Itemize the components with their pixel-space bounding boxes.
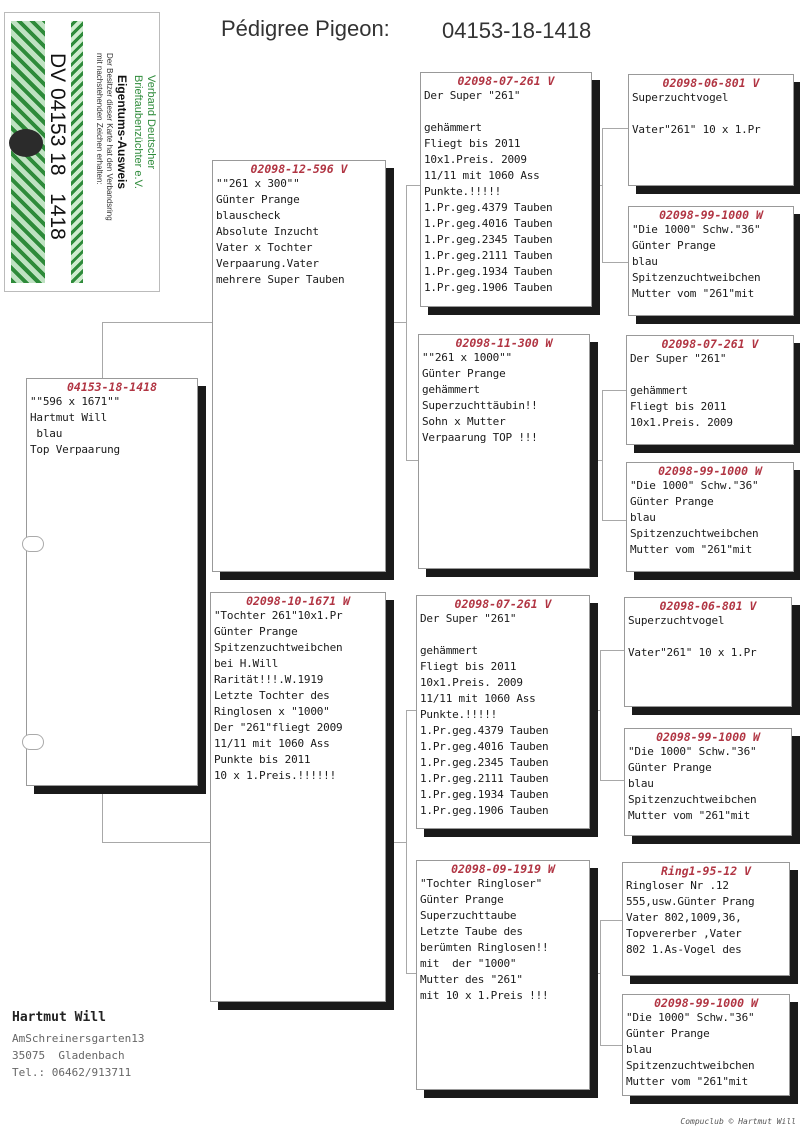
card-note-2: mit nachstehenden Zeichen erhalten: — [95, 53, 104, 185]
footer-credit: Compuclub © Hartmut Will — [680, 1117, 796, 1126]
ring-number: 02098-07-261 V — [457, 74, 555, 88]
breeder-phone: Tel.: 06462/913711 — [12, 1066, 132, 1079]
connector — [602, 390, 626, 391]
connector — [600, 1045, 622, 1046]
ring-number: 02098-06-801 V — [659, 599, 757, 613]
breeder-block — [12, 1010, 144, 1081]
pigeon-box-subject[interactable] — [26, 378, 198, 786]
pigeon-notes: Ringloser Nr .12 555,usw.Günter Prang Vater 802,1009,36, Topvererber ,Vater 802 1.As-Vogel des — [626, 879, 755, 956]
connector — [384, 842, 406, 843]
pigeon-notes: "Die 1000" Schw."36" Günter Prange blau Spitzenzuchtweibchen Mutter vom "261"mit — [626, 1011, 755, 1088]
page-title-ring: 04153-18-1418 — [442, 18, 592, 43]
connector — [600, 920, 622, 921]
pigeon-notes: ""261 x 1000"" Günter Prange gehämmert Superzuchttäubin!! Sohn x Mutter Verpaarung TOP !!! — [422, 351, 538, 444]
pigeon-notes: Der Super "261" gehämmert Fliegt bis 2011 10x1.Preis. 2009 11/11 mit 1060 Ass Punkte.!!!!! 1.Pr.geg.4379 Tauben 1.Pr.geg.4016 Tauben 1.Pr.geg.2345 Tauben 1.Pr.geg.2111 Tauben 1.Pr.geg.1934 Tauben 1.Pr.geg.1906 Tauben — [424, 89, 553, 294]
ring-number: 02098-06-801 V — [662, 76, 760, 90]
ring-number: 02098-10-1671 W — [246, 594, 350, 608]
connector — [588, 460, 602, 461]
card-ring-number: DV 04153 18 1418 — [46, 53, 69, 240]
ring-number: Ring1-95-12 V — [660, 864, 751, 878]
connector — [602, 128, 628, 129]
breeder-city: 35075 Gladenbach — [12, 1049, 125, 1062]
connector — [406, 710, 407, 973]
ring-number: 02098-11-300 W — [455, 336, 553, 350]
connector — [602, 520, 626, 521]
pigeon-notes: ""261 x 300"" Günter Prange blauscheck Absolute Inzucht Vater x Tochter Verpaarung.Vater mehrere Super Tauben — [216, 177, 345, 286]
pigeon-notes: "Tochter Ringloser" Günter Prange Superzuchttaube Letzte Taube des berümten Ringlosen!! mit der "1000" Mutter des "261" mit 10 x 1.Preis !!! — [420, 877, 549, 1002]
connector — [102, 784, 103, 842]
ring-number: 02098-12-596 V — [250, 162, 348, 176]
pigeon-notes: "Die 1000" Schw."36" Günter Prange blau Spitzenzuchtweibchen Mutter vom "261"mit — [630, 479, 759, 556]
pigeon-box-mff[interactable] — [624, 597, 792, 707]
connector — [602, 128, 603, 262]
pigeon-box-mmm[interactable] — [622, 994, 790, 1096]
connector — [600, 650, 624, 651]
card-note-1: Der Besitzer dieser Karte hat den Verbandsring — [105, 53, 114, 221]
connector — [602, 390, 603, 520]
pigeon-notes: Der Super "261" gehämmert Fliegt bis 2011 10x1.Preis. 2009 — [630, 352, 733, 429]
connector — [600, 780, 624, 781]
card-org-line-1: Verband Deutscher — [145, 75, 157, 170]
connector — [102, 322, 212, 323]
breeder-name: Hartmut Will — [12, 1010, 106, 1025]
connector — [602, 262, 628, 263]
connector — [102, 322, 103, 380]
ring-number: 02098-99-1000 W — [658, 464, 762, 478]
connector — [600, 650, 601, 780]
connector — [406, 185, 407, 460]
ring-number: 02098-99-1000 W — [654, 996, 758, 1010]
pigeon-notes: "Tochter 261"10x1.Pr Günter Prange Spitzenzuchtweibchen bei H.Will Rarität!!!.W.1919 Letzte Tochter des Ringlosen x "1000" Der "261"fliegt 2009 11/11 mit 1060 Ass Punkte bis 2011 10 x 1.Preis.!!!!!! — [214, 609, 343, 782]
ring-number: 04153-18-1418 — [66, 380, 157, 394]
pigeon-box-mfm[interactable] — [624, 728, 792, 836]
pigeon-box-fm[interactable] — [418, 334, 590, 569]
pigeon-notes: Superzuchtvogel Vater"261" 10 x 1.Pr — [628, 614, 757, 659]
pigeon-notes: Der Super "261" gehämmert Fliegt bis 2011 10x1.Preis. 2009 11/11 mit 1060 Ass Punkte.!!!!! 1.Pr.geg.4379 Tauben 1.Pr.geg.4016 Tauben 1.Pr.geg.2345 Tauben 1.Pr.geg.2111 Tauben 1.Pr.geg.1934 Tauben 1.Pr.geg.1906 Tauben — [420, 612, 549, 817]
pigeon-box-fmm[interactable] — [626, 462, 794, 572]
connector — [600, 920, 601, 1045]
connector — [384, 322, 406, 323]
pigeon-box-mmf[interactable] — [622, 862, 790, 976]
pigeon-notes: ""596 x 1671"" Hartmut Will blau Top Verpaarung — [30, 395, 120, 456]
ring-number: 02098-07-261 V — [661, 337, 759, 351]
card-title: Eigentums-Ausweis — [115, 75, 129, 190]
pigeon-box-father[interactable] — [212, 160, 386, 572]
punch-hole — [22, 734, 44, 750]
ownership-card — [4, 12, 160, 292]
connector — [102, 842, 212, 843]
connector — [406, 185, 420, 186]
card-logo-icon — [9, 129, 43, 157]
pigeon-box-mother[interactable] — [210, 592, 386, 1002]
ring-number: 02098-99-1000 W — [656, 730, 760, 744]
pigeon-box-fmf[interactable] — [626, 335, 794, 445]
ring-number: 02098-07-261 V — [454, 597, 552, 611]
ring-number: 02098-99-1000 W — [659, 208, 763, 222]
pigeon-box-ff[interactable] — [420, 72, 592, 307]
pigeon-box-mm[interactable] — [416, 860, 590, 1090]
punch-hole — [22, 536, 44, 552]
pigeon-box-fff[interactable] — [628, 74, 794, 186]
pigeon-box-mf[interactable] — [416, 595, 590, 829]
pigeon-box-ffm[interactable] — [628, 206, 794, 316]
page-title-prefix: Pédigree Pigeon: — [221, 16, 390, 41]
pigeon-notes: Superzuchtvogel Vater"261" 10 x 1.Pr — [632, 91, 761, 136]
pigeon-notes: "Die 1000" Schw."36" Günter Prange blau Spitzenzuchtweibchen Mutter vom "261"mit — [632, 223, 761, 300]
ring-number: 02098-09-1919 W — [451, 862, 555, 876]
pigeon-notes: "Die 1000" Schw."36" Günter Prange blau Spitzenzuchtweibchen Mutter vom "261"mit — [628, 745, 757, 822]
card-org-line-2: Brieftaubenzüchter e.V. — [132, 75, 144, 189]
breeder-street: AmSchreinersgarten13 — [12, 1032, 145, 1045]
